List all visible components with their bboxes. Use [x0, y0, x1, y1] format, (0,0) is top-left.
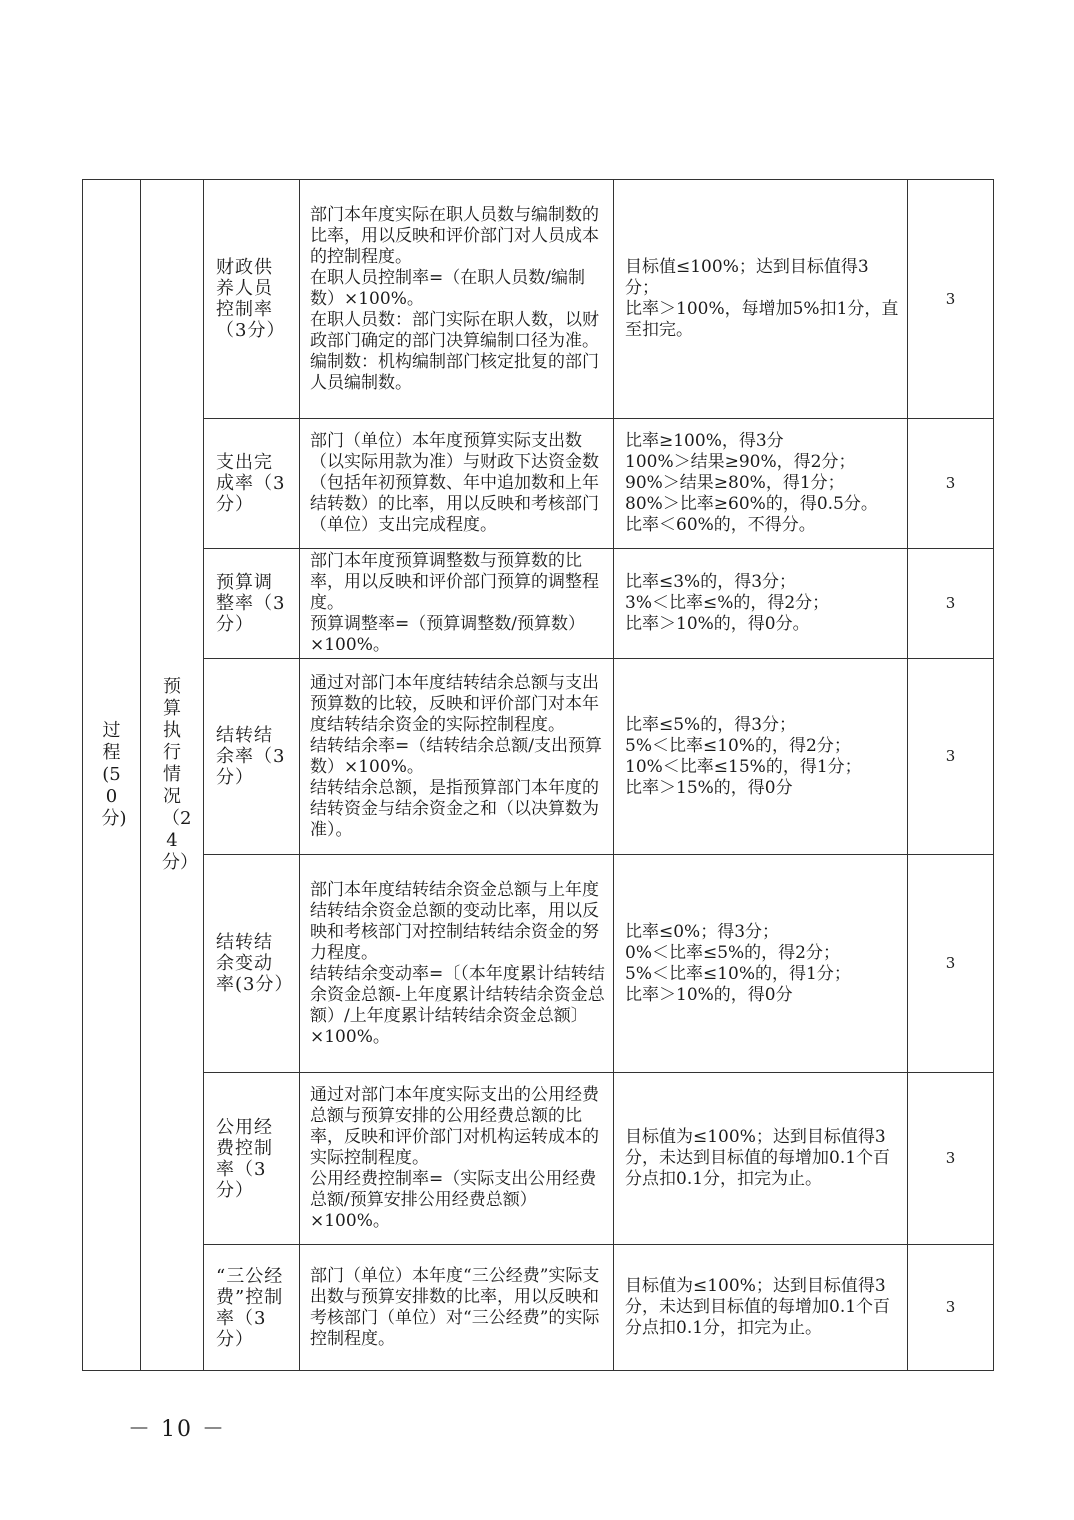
standard-line: 比率≤3%的，得3分；	[625, 572, 797, 592]
description-line: 结转结余总额，是指预算部门本年度的结转资金与结余资金之和（以决算数为准）。	[310, 777, 599, 840]
description-line: 在职人员控制率=（在职人员数/编制数）×100%。	[310, 267, 585, 309]
table-row	[83, 549, 994, 659]
description-line: 预算调整率=（预算调整数/预算数）×100%。	[310, 614, 585, 655]
description-line: 部门（单位）本年度预算实际支出数（以实际用款为准）与财政下达资金数（包括年初预算数、年中追加数和上年结转数）的比率，用以反映和考核部门（单位）支出完成程度。	[310, 431, 599, 535]
indicator-name: 结转结余率（3分）	[204, 659, 300, 855]
description-line: 在职人员数：部门实际在职人数，以财政部门确定的部门决算编制口径为准。	[310, 309, 599, 351]
indicator-description	[300, 180, 614, 419]
description-line: 通过对部门本年度实际支出的公用经费总额与预算安排的公用经费总额的比率，反映和评价部门对机构运转成本的实际控制程度。	[310, 1085, 599, 1168]
indicator-name: 公用经费控制率（3分）	[204, 1073, 300, 1245]
standard-line: 比率＞10%的，得0分	[625, 984, 793, 1005]
indicator-name: “三公经费”控制率（3分）	[204, 1245, 300, 1371]
table-row	[83, 419, 994, 549]
standard-line: 比率＞15%的，得0分	[625, 777, 793, 798]
table-row	[83, 1073, 994, 1245]
indicator-name: 支出完成率（3分）	[204, 419, 300, 549]
description-line: 部门本年度结转结余资金总额与上年度结转结余资金总额的变动比率，用以反映和考核部门对控制结转结余资金的努力程度。	[310, 879, 599, 963]
category-cell	[83, 180, 141, 1371]
standard-line: 90%＞结果≥80%，得1分；	[625, 473, 845, 493]
score-cell: 3	[908, 1073, 994, 1245]
description-line: 部门本年度预算调整数与预算数的比率，用以反映和评价部门预算的调整程度。	[310, 551, 599, 613]
standard-line: 0%＜比率≤5%的，得2分；	[625, 942, 840, 963]
score-cell: 3	[908, 419, 994, 549]
indicator-description	[300, 1245, 614, 1371]
standard-line: 比率＞10%的，得0分。	[625, 614, 810, 634]
subcategory-label: 预算执行情况（24分）	[162, 676, 198, 873]
standard-line: 目标值≤100%；达到目标值得3分；	[625, 257, 869, 298]
table-row	[83, 659, 994, 855]
standard-line: 比率＞100%，每增加5%扣1分，直至扣完。	[625, 299, 899, 340]
score-cell: 3	[908, 855, 994, 1073]
standard-line: 80%＞比率≥60%的，得0.5分。	[625, 494, 878, 514]
indicator-description	[300, 855, 614, 1073]
standard-line: 目标值为≤100%；达到目标值得3分，未达到目标值的每增加0.1个百分点扣0.1分，扣完为止。	[625, 1127, 891, 1189]
scoring-standard	[614, 549, 908, 659]
indicator-description	[300, 549, 614, 659]
score-cell: 3	[908, 549, 994, 659]
standard-line: 5%＜比率≤10%的，得1分；	[625, 963, 851, 984]
score-cell: 3	[908, 659, 994, 855]
standard-line: 3%＜比率≤%的，得2分；	[625, 593, 830, 613]
description-line: 结转结余率=（结转结余总额/支出预算数）×100%。	[310, 735, 602, 777]
scoring-standard	[614, 419, 908, 549]
standard-line: 比率≥100%，得3分	[625, 431, 784, 451]
score-cell: 3	[908, 1245, 994, 1371]
indicator-name: 预算调整率（3分）	[204, 549, 300, 659]
scoring-standard	[614, 180, 908, 419]
scoring-standard	[614, 1073, 908, 1245]
page-number: － 10 －	[128, 1417, 226, 1442]
description-line: 部门本年度实际在职人员数与编制数的比率，用以反映和评价部门对人员成本的控制程度。	[310, 204, 599, 267]
description-line: 通过对部门本年度结转结余总额与支出预算数的比较，反映和评价部门对本年度结转结余资金的实际控制程度。	[310, 672, 599, 735]
description-line: 编制数：机构编制部门核定批复的部门人员编制数。	[310, 351, 599, 393]
category-label: 过程(50分)	[101, 720, 127, 829]
table-row	[83, 180, 994, 419]
subcategory-cell	[141, 180, 204, 1371]
indicator-description	[300, 419, 614, 549]
standard-line: 10%＜比率≤15%的，得1分；	[625, 756, 862, 777]
description-line: 公用经费控制率=（实际支出公用经费总额/预算安排公用经费总额）×100%。	[310, 1169, 597, 1231]
standard-line: 100%＞结果≥90%，得2分；	[625, 452, 856, 472]
indicator-description	[300, 659, 614, 855]
scoring-standard	[614, 855, 908, 1073]
standard-line: 5%＜比率≤10%的，得2分；	[625, 735, 851, 756]
standard-line: 比率＜60%的，不得分。	[625, 515, 816, 535]
scoring-standard	[614, 659, 908, 855]
description-line: 结转结余变动率=〔（本年度累计结转结余资金总额-上年度累计结转结余资金总额）/上年度累计结转结余资金总额〕×100%。	[310, 963, 605, 1047]
table-row	[83, 1245, 994, 1371]
evaluation-table	[82, 179, 994, 1371]
indicator-name: 结转结余变动率(3分）	[204, 855, 300, 1073]
standard-line: 比率≤5%的，得3分；	[625, 714, 797, 735]
indicator-name: 财政供养人员控制率（3分）	[204, 180, 300, 419]
score-cell: 3	[908, 180, 994, 419]
scoring-standard	[614, 1245, 908, 1371]
indicator-description	[300, 1073, 614, 1245]
description-line: 部门（单位）本年度“三公经费”实际支出数与预算安排数的比率，用以反映和考核部门（单位）对“三公经费”的实际控制程度。	[310, 1265, 600, 1349]
table-row	[83, 855, 994, 1073]
standard-line: 比率≤0%；得3分；	[625, 921, 780, 942]
standard-line: 目标值为≤100%；达到目标值得3分，未达到目标值的每增加0.1个百分点扣0.1分，扣完为止。	[625, 1276, 891, 1338]
